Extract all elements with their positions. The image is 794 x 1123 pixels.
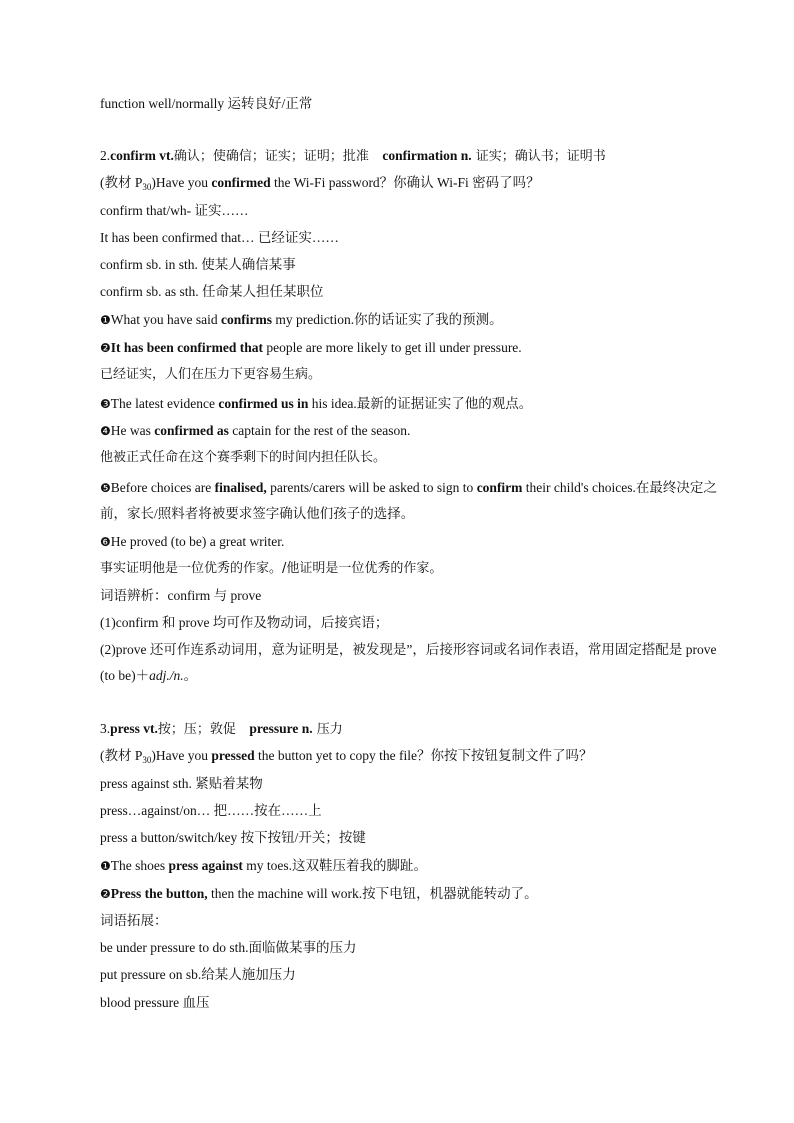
s3-heading: 3.press vt.按；压；敦促 pressure n. 压力 (100, 721, 343, 737)
s2-example-6-translation: 事实证明他是一位优秀的作家。/他证明是一位优秀的作家。 (100, 561, 443, 576)
top-line: function well/normally 运转良好/正常 (100, 96, 313, 111)
s3-example-1: ❶The shoes press against my toes.这双鞋压着我的脚趾。 (100, 858, 428, 873)
s2-phrase-3: confirm sb. in sth. 使某人确信某事 (100, 257, 296, 272)
s3-extension-2: put pressure on sb.给某人施加压力 (100, 967, 296, 982)
s2-example-2-translation: 已经证实，人们在压力下更容易生病。 (100, 367, 322, 382)
s2-example-6: ❻He proved (to be) a great writer. (100, 534, 285, 549)
s3-phrase-1: press against sth. 紧贴着某物 (100, 776, 263, 791)
s2-phrase-1: confirm that/wh- 证实…… (100, 203, 249, 218)
s2-discrimination-1: (1)confirm 和 prove 均可作及物动词，后接宾语； (100, 615, 389, 630)
s2-example-4: ❹He was confirmed as captain for the rest of the season. (100, 423, 411, 438)
s2-example-4-translation: 他被正式任命在这个赛季剩下的时间内担任队长。 (100, 450, 387, 465)
s2-example-1: ❶What you have said confirms my prediction.你的话证实了我的预测。 (100, 312, 503, 327)
s2-phrase-2: It has been confirmed that… 已经证实…… (100, 230, 339, 245)
s3-phrase-3: press a button/switch/key 按下按钮/开关；按键 (100, 830, 366, 845)
s3-phrase-2: press…against/on… 把……按在……上 (100, 803, 322, 818)
s3-extension-1: be under pressure to do sth.面临做某事的压力 (100, 940, 357, 955)
s2-textbook-example: (教材 $P_{30})Have$ you confirmed the Wi-Fi password？你确认 Wi-Fi 密码了吗？ (100, 175, 540, 192)
s2-discrimination-2: (2)prove 还可作连系动词用，意为证明是，被发现是”，后接形容词或名词作表语，常用固定搭配是 prove (to be)＋adj./n.。 (100, 642, 717, 683)
s2-example-2: ❷It has been confirmed that people are more likely to get ill under pressure. (100, 340, 522, 355)
s2-heading: 2.confirm vt.确认；使确信；证实；证明；批准 confirmation n. 证实；确认书；证明书 (100, 148, 606, 164)
s3-extension-3: blood pressure 血压 (100, 995, 210, 1010)
s3-textbook-example: (教材 $P_{30})Have$ you pressed the button yet to copy the file？你按下按钮复制文件了吗？ (100, 748, 593, 765)
s3-example-2: ❷Press the button, then the machine will work.按下电钮，机器就能转动了。 (100, 886, 538, 901)
s2-phrase-4: confirm sb. as sth. 任命某人担任某职位 (100, 284, 324, 299)
s3-extension-title: 词语拓展： (100, 913, 168, 928)
s2-discrimination-title: 词语辨析：confirm 与 prove (100, 588, 262, 603)
s2-example-3: ❸The latest evidence confirmed us in his idea.最新的证据证实了他的观点。 (100, 396, 533, 411)
s2-example-5: ❺Before choices are finalised, parents/carers will be asked to sign to confirm their child's choices.在最终决定之前，家长/照料者将被要求签字确认他们孩子的选择。 (100, 480, 717, 521)
